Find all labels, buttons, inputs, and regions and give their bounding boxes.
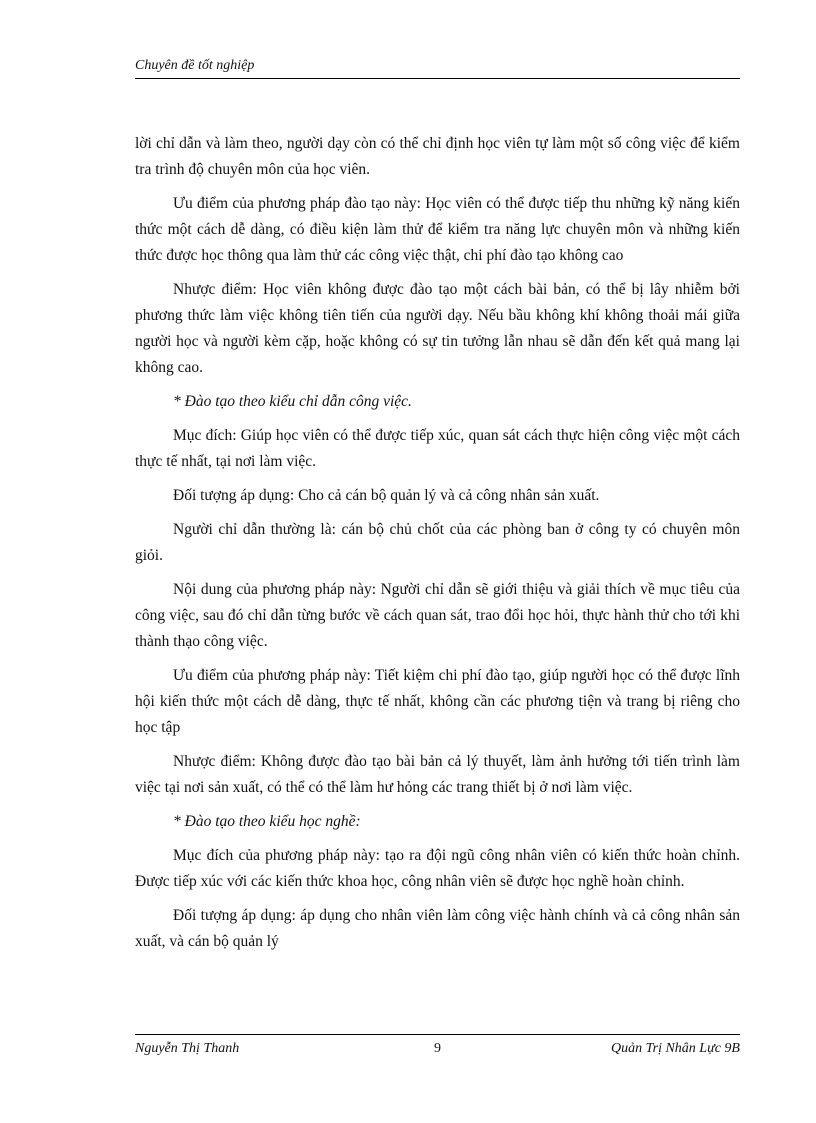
paragraph-10: Nhược điểm: Không được đào tạo bài bản cả lý thuyết, làm ảnh hưởng tới tiến trình làm việc tại nơi sản xuất, có thể có thể làm hư hỏng các trang thiết bị ở nơi làm việc.	[135, 753, 740, 796]
paragraph-13: Đối tượng áp dụng: áp dụng cho nhân viên làm công việc hành chính và cả công nhân sản xuất, và cán bộ quản lý	[135, 907, 740, 950]
paragraph-8: Nội dung của phương pháp này: Người chỉ dẫn sẽ giới thiệu và giải thích về mục tiêu của công việc, sau đó chỉ dẫn từng bước về cách quan sát, trao đổi học hỏi, thực hành thử cho tới khi thành thạo công việc.	[135, 581, 740, 650]
header-title: Chuyên đề tốt nghiệp	[135, 58, 255, 73]
paragraph-9: Ưu điểm của phương pháp này: Tiết kiệm chi phí đào tạo, giúp người học có thể được lĩnh hội kiến thức một cách dễ dàng, thực tế nhất, không cần các phương tiện và trang bị riêng cho học tập	[135, 667, 740, 736]
footer-class: Quản Trị Nhân Lực 9B	[611, 1041, 740, 1056]
paragraph-2: Ưu điểm của phương pháp đào tạo này: Học viên có thể được tiếp thu những kỹ năng kiến thức một cách dễ dàng, có điều kiện làm thử để kiểm tra năng lực chuyên môn và những kiến thức được học thông qua làm thử các công việc thật, chi phí đào tạo không cao	[135, 195, 740, 264]
section-heading-hoc-nghe: * Đào tạo theo kiểu học nghề:	[173, 813, 361, 830]
section-heading-chi-dan: * Đào tạo theo kiểu chỉ dẫn công việc.	[173, 393, 412, 410]
paragraph-6: Đối tượng áp dụng: Cho cả cán bộ quản lý và cả công nhân sản xuất.	[173, 487, 600, 504]
paragraph-3: Nhược điểm: Học viên không được đào tạo một cách bài bản, có thể bị lây nhiễm bởi phương thức làm việc không tiên tiến của người dạy. Nếu bầu không khí không thoải mái giữa người học và người kèm cặp, hoặc không có sự tin tưởng lẫn nhau sẽ dẫn đến kết quả mang lại không cao.	[135, 281, 740, 376]
page-number: 9	[434, 1041, 441, 1056]
paragraph-7: Người chỉ dẫn thường là: cán bộ chủ chốt của các phòng ban ở công ty có chuyên môn giỏi.	[135, 521, 740, 564]
paragraph-1: lời chỉ dẫn và làm theo, người dạy còn có thể chỉ định học viên tự làm một số công việc để kiểm tra trình độ chuyên môn của học viên.	[135, 135, 740, 178]
page-footer	[135, 1034, 740, 1061]
page-header	[135, 56, 740, 79]
paragraph-12: Mục đích của phương pháp này: tạo ra đội ngũ công nhân viên có kiến thức hoàn chỉnh. Được tiếp xúc với các kiến thức khoa học, công nhân viên sẽ được học nghề hoàn chỉnh.	[135, 847, 740, 890]
page-body	[135, 131, 740, 963]
footer-author: Nguyễn Thị Thanh	[135, 1041, 240, 1056]
paragraph-5: Mục đích: Giúp học viên có thể được tiếp xúc, quan sát cách thực hiện công việc một cách thực tế nhất, tại nơi làm việc.	[135, 427, 740, 470]
